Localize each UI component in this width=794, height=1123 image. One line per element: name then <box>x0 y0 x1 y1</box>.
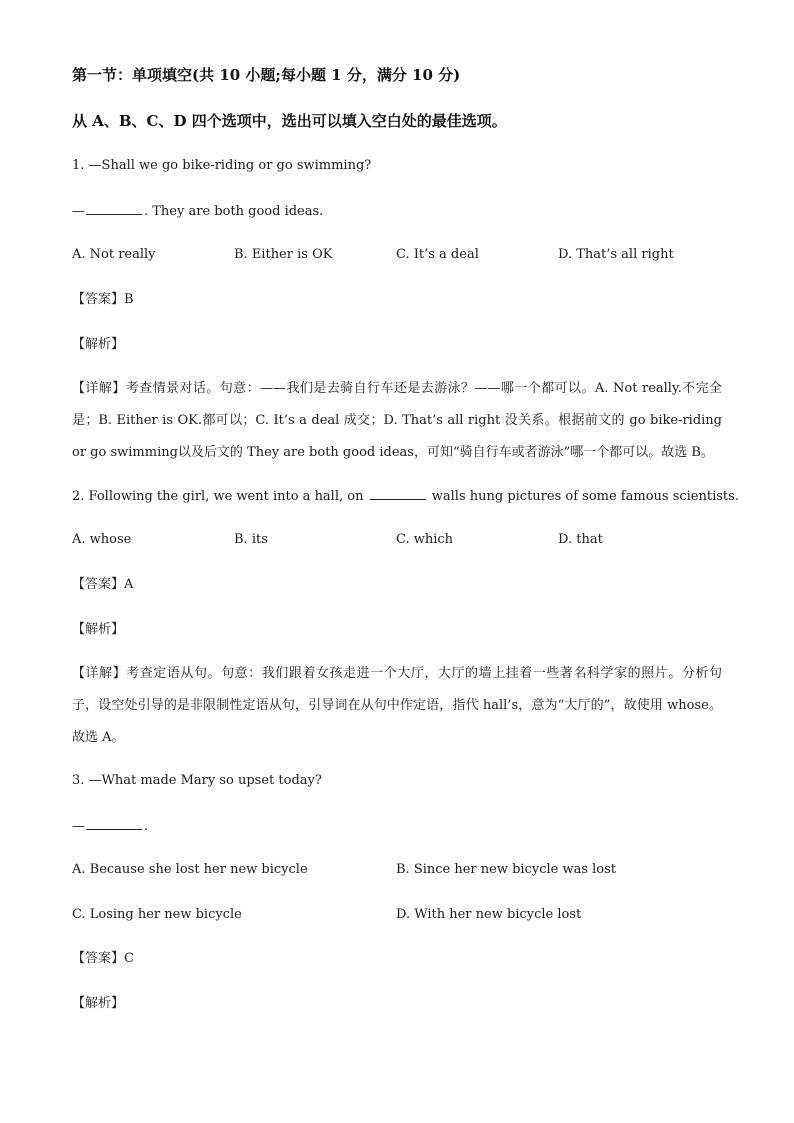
q3-options-row1 <box>72 861 722 879</box>
q1-options <box>72 246 722 264</box>
analysis-label: 【解析】 <box>72 622 125 637</box>
q1-stem: 1. —Shall we go bike-riding or go swimming? <box>72 158 372 173</box>
q2-stem <box>72 487 739 506</box>
q2-option-b: B. its <box>234 532 268 547</box>
q3-option-b: B. Since her new bicycle was lost <box>396 862 617 877</box>
q1-analysis-label <box>72 336 722 354</box>
q3-option-d: D. With her new bicycle lost <box>396 907 582 922</box>
q1-option-a: A. Not really <box>72 247 156 262</box>
detail-label: 【详解】 <box>72 381 126 396</box>
q1-blank <box>86 202 142 215</box>
q1-detail-text: 考查情景对话。句意：——我们是去骑自行车还是去游泳？——哪一个都可以。A. Not really.不完全是；B. Either is OK.都可以；C. It’s a deal 成交；D. That’s all right 没关系。根据前文的 go bike-riding or go swimming以及后文的 They are both good ideas，可知“骑自行车或者游泳”哪一个都可以。故选 B。 <box>72 381 722 460</box>
q1-option-c: C. It’s a deal <box>396 247 479 262</box>
section-title: 第一节：单项填空(共 10 小题;每小题 1 分，满分 10 分) <box>72 66 461 84</box>
q3-options-row2 <box>72 906 722 924</box>
q2-stem-post: walls hung pictures of some famous scientists. <box>431 489 739 504</box>
q2-analysis-label <box>72 621 722 639</box>
q2-option-c: C. which <box>396 532 454 547</box>
q3-option-c: C. Losing her new bicycle <box>72 907 242 922</box>
q2-answer <box>72 576 722 594</box>
q1-reply <box>72 202 722 221</box>
q1-reply-tail: . They are both good ideas. <box>144 204 324 219</box>
q1-reply-dash: — <box>72 204 84 219</box>
answer-label: 【答案】 <box>72 577 125 592</box>
q3-stem: 3. —What made Mary so upset today? <box>72 773 322 788</box>
answer-label: 【答案】 <box>72 951 125 966</box>
q3-analysis-label <box>72 995 722 1013</box>
q3-option-a: A. Because she lost her new bicycle <box>72 862 308 877</box>
q2-options <box>72 531 722 549</box>
q3-answer-value: C <box>124 951 134 966</box>
q2-answer-value: A <box>124 577 134 592</box>
q2-blank <box>370 487 426 500</box>
q3-answer <box>72 950 722 968</box>
q3-reply-dash: — <box>72 819 84 834</box>
q2-detail-text: 考查定语从句。句意：我们跟着女孩走进一个大厅，大厅的墙上挂着一些著名科学家的照片。分析句子，设空处引导的是非限制性定语从句，引导词在从句中作定语，指代 hall’s，意为“大厅的”，故使用 whose。故选 A。 <box>72 666 722 745</box>
q3-reply <box>72 817 722 836</box>
answer-label: 【答案】 <box>72 292 125 307</box>
q1-option-b: B. Either is OK <box>234 247 333 262</box>
q3-blank <box>86 817 142 830</box>
q1-answer-value: B <box>124 292 134 307</box>
q1-answer <box>72 291 722 309</box>
q2-stem-pre: 2. Following the girl, we went into a hall, on <box>72 489 364 504</box>
detail-label: 【详解】 <box>72 666 127 681</box>
q2-option-a: A. whose <box>72 532 132 547</box>
analysis-label: 【解析】 <box>72 996 125 1011</box>
instruction: 从 A、B、C、D 四个选项中，选出可以填入空白处的最佳选项。 <box>72 112 507 130</box>
q1-option-d: D. That’s all right <box>558 247 674 262</box>
q2-detail <box>72 658 722 754</box>
q1-detail <box>72 373 722 469</box>
q2-option-d: D. that <box>558 532 603 547</box>
analysis-label: 【解析】 <box>72 337 125 352</box>
q3-reply-tail: . <box>144 819 149 834</box>
